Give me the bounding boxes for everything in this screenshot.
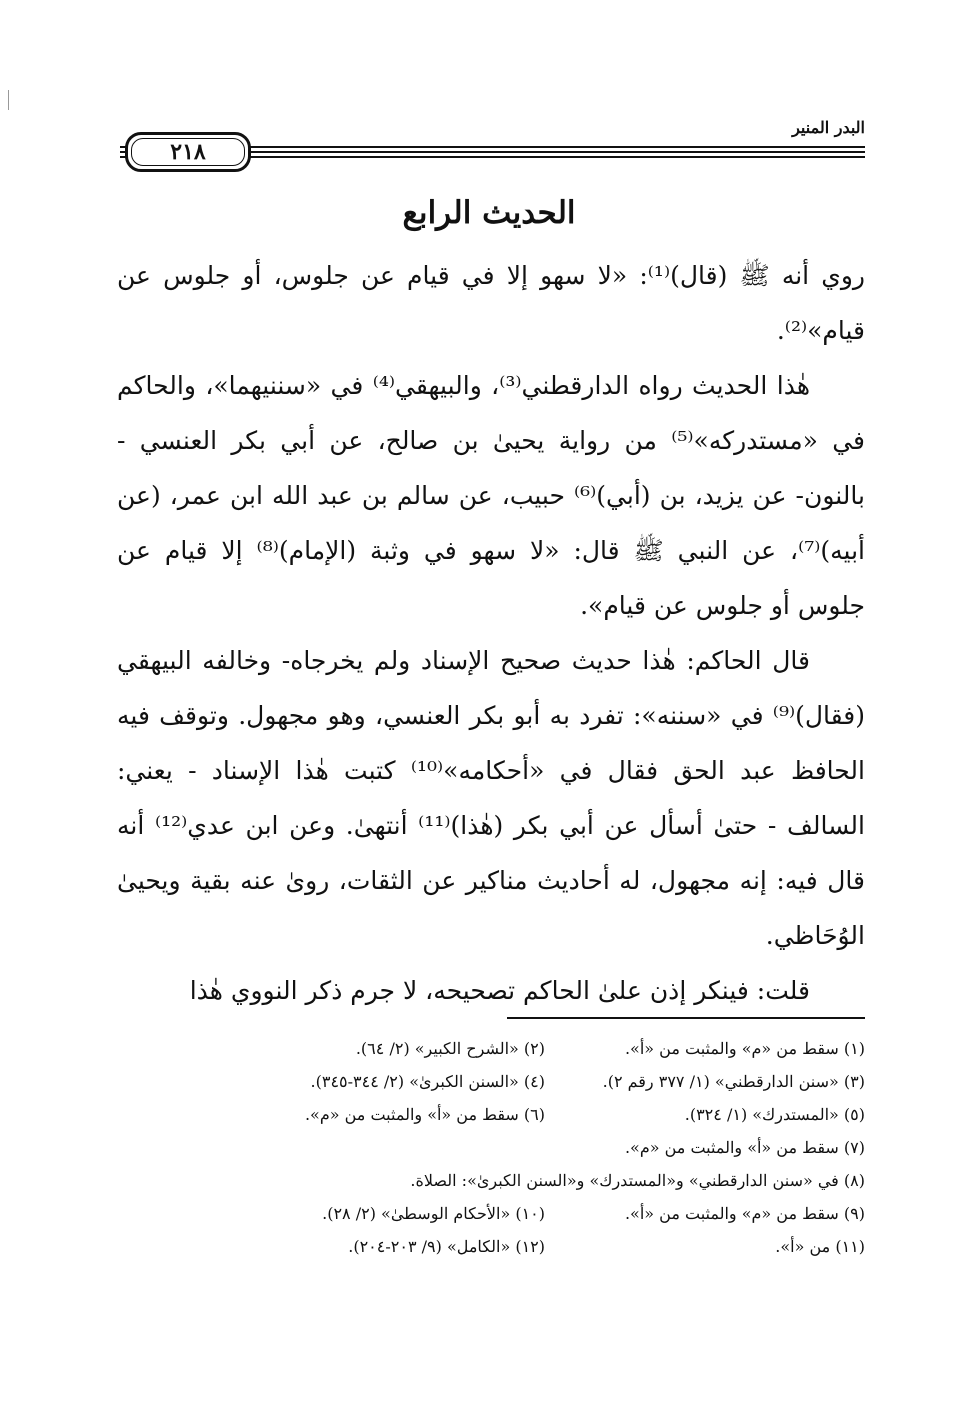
page-number — [125, 132, 251, 172]
margin-mark — [8, 90, 9, 110]
footnote-separator — [507, 1017, 865, 1019]
footnote-row — [150, 1032, 865, 1065]
footnote: (٩) سقط من «م» والمثبت من «أ». — [624, 1204, 865, 1223]
page-number-frame — [131, 138, 245, 166]
paragraph: قال الحاكم: هٰذا حديث صحيح الإسناد ولم يخرجاه- وخالفه البيهقي (فقال)⁽⁹⁾ في «سننه»: تفرد به أبو بكر العنسي، وهو مجهول. وتوقف فيه الحافظ عبد الحق فقال في «أحكامه»⁽¹⁰⁾ كتبت هٰذا الإسناد - يعني: السالف - حتىٰ أسأل عن أبي بكر (هٰذا)⁽¹¹⁾ أنتهىٰ. وعن ابن عدي⁽¹²⁾ أنه قال فيه: إنه مجهول، له أحاديث مناكير عن الثقات، رویٰ عنه بقية ويحيىٰ الوُحَاظي. — [117, 646, 865, 950]
footnote: (٥) «المستدرك» (١/ ٣٢٤). — [684, 1105, 865, 1124]
paragraph: قلت: فينكر إذن علىٰ الحاكم تصحيحه، لا جرم ذكر النووي هٰذا — [189, 976, 810, 1005]
footnotes — [150, 1032, 865, 1263]
footnote: (١) سقط من «م» والمثبت من «أ». — [624, 1039, 865, 1058]
footnote-row — [150, 1164, 865, 1197]
running-title: البدر المنير — [792, 118, 865, 137]
footnote: (٨) في «سنن الدارقطني» و«المستدرك» و«السنن الكبرىٰ»: الصلاة. — [410, 1171, 865, 1190]
footnote: (٧) سقط من «أ» والمثبت من «م». — [624, 1138, 865, 1157]
footnote-row — [150, 1131, 865, 1164]
page-number-text: ٢١٨ — [170, 139, 206, 165]
footnote-row — [150, 1197, 865, 1230]
footnote: (٤) «السنن الكبرىٰ» (٢/ ٣٤٤-٣٤٥). — [310, 1072, 545, 1091]
paragraph: هٰذا الحديث رواه الدارقطني⁽³⁾، والبيهقي⁽⁴⁾ في «سننيهما»، والحاكم في «مستدركه»⁽⁵⁾ من رواية يحيىٰ بن صالح، عن أبي بكر العنسي - بالنون- عن يزيد، بن (أبي)⁽⁶⁾ حبيب، عن سالم بن عبد الله ابن عمر، (عن أبيه)⁽⁷⁾، عن النبي ﷺ قال: «لا سهو في وثبة (الإمام)⁽⁸⁾ إلا قيام عن جلوس أو جلوس عن قيام». — [117, 371, 865, 620]
footnote: (١٠) «الأحكام الوسطىٰ» (٢/ ٢٨). — [322, 1204, 545, 1223]
footnote: (١١) من «أ». — [775, 1237, 865, 1256]
paragraph: روي أنه ﷺ (قال)⁽¹⁾: «لا سهو إلا في قيام عن جلوس، أو جلوس عن قيام»⁽²⁾. — [117, 261, 865, 345]
footnote: (٦) سقط من «أ» والمثبت من «م». — [304, 1105, 545, 1124]
footnote-row — [150, 1098, 865, 1131]
body-text — [117, 248, 865, 1018]
footnote-row — [150, 1065, 865, 1098]
footnote-row — [150, 1230, 865, 1263]
footnote: (٣) «سنن الدارقطني» (١/ ٣٧٧ رقم ٢). — [602, 1072, 865, 1091]
page-header — [120, 118, 865, 165]
footnote: (١٢) «الكامل» (٩/ ٢٠٣-٢٠٤). — [348, 1237, 545, 1256]
footnote: (٢) «الشرح الكبير» (٢/ ٦٤). — [355, 1039, 545, 1058]
section-heading: الحديث الرابع — [402, 195, 576, 231]
